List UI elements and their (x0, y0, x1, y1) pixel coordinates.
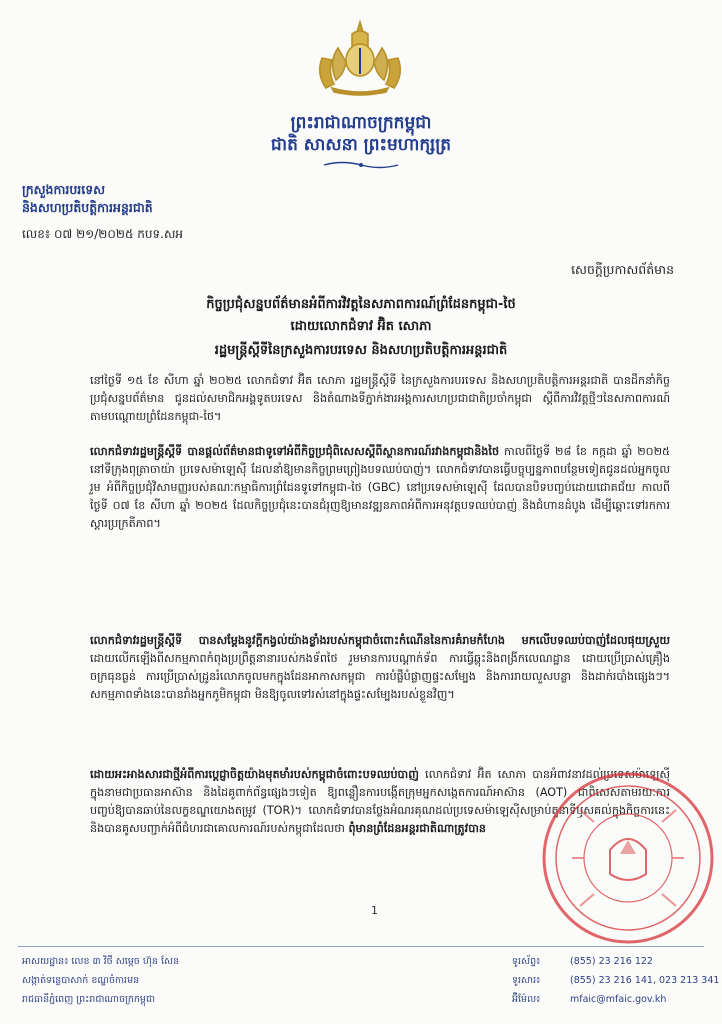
paragraph-2-lead: លោកជំទាវរដ្ឋមន្ត្រីស្តីទី បានផ្តល់ព័ត៌មានជាទូទៅអំពីកិច្ចប្រជុំពិសេសស្តីពីស្ថានការណ៍រវាងកម្ពុជានិងថៃ (90, 445, 500, 458)
paragraph-3 (90, 632, 670, 704)
document-title-line2: ដោយលោកជំទាវ អ៊ិត សោភា (290, 319, 432, 334)
footer-address-line2: សង្កាត់ទន្លេបាសាក់ ខណ្ឌចំការមន (22, 975, 140, 986)
press-release-label: សេចក្តីប្រកាសព័ត៌មាន (571, 262, 674, 277)
paragraph-1: នៅថ្ងៃទី ១៥ ខែ សីហា ឆ្នាំ ២០២៥ លោកជំទាវ អ៊ិត សោភា រដ្ឋមន្ត្រីស្តីទី នៃក្រសួងការបរទេស និងសហប្រតិបត្តិការអន្តរជាតិ បានដឹកនាំកិច្ចប្រជុំសន្នបព័ត៌មាន ជូនដល់សមាជិកអង្គទូតបរទេស និងតំណាងទីភ្នាក់ងារអង្គការសហប្រជាជាតិប្រចាំកម្ពុជា ស្តីពីការវិវត្តថ្មីៗនៃសភាពការណ៍ តាមបណ្តោយព្រំដែនកម្ពុជា-ថៃ។ (90, 374, 670, 423)
kingdom-heading: ព្រះរាជាណាចក្រកម្ពុជា (290, 113, 432, 133)
ministry-seal-icon (540, 770, 716, 946)
footer-address-line1: អាសយដ្ឋាន៖ លេខ ៣ វិថី សម្តេច ហ៊ុន សែន (22, 956, 180, 967)
telephone-value: (855) 23 216 122 (570, 956, 653, 967)
footer-divider (18, 946, 704, 947)
paragraph-3-lead: លោកជំទាវរដ្ឋមន្ត្រីស្តីទី បានសម្តែងនូវក្តីកង្វល់យ៉ាងខ្លាំងរបស់កម្ពុជាចំពោះកំណើននៃការគំរាមកំហែង មកលើបទឈប់បាញ់ដែលផុយស្រួយ (90, 634, 670, 647)
paragraph-4-tail: ពុំមានព្រំដែនអន្តរជាតិណាត្រូវបាន (348, 822, 486, 835)
national-motto: ជាតិ សាសនា ព្រះមហាក្សត្រ (270, 135, 452, 155)
paragraph-2-body: កាលពីថ្ងៃទី ២៨ ខែ កក្កដា ឆ្នាំ ២០២៥ នៅទីក្រុងពុត្រាចាយ៉ា ប្រទេសម៉ាឡេស៊ី ដែលនាំឱ្យមានកិច្ចព្រមព្រៀងបទឈប់បាញ់។ លោកជំទាវបានធ្វើបច្ចុប្បន្នភាពបន្ថែមទៀតជូនដល់អ្នកចូលរួម អំពីកិច្ចប្រជុំវិសាមញ្ញរបស់គណៈកម្មាធិការព្រំដែនទូទៅកម្ពុជា-ថៃ (GBC) នៅប្រទេសម៉ាឡេស៊ី ដែលបានបិទបញ្ចប់ដោយជោគជ័យ កាលពីថ្ងៃទី ០៧ ខែ សីហា ឆ្នាំ ២០២៥ ដែលកិច្ចប្រជុំនេះបានជំរុញឱ្យមានវឌ្ឍនភាពអំពីការអនុវត្តបទឈប់បាញ់ និងជំហានដំបូង ដើម្បីឆ្ពោះទៅរកការស្តារប្រក្រតីភាព។ (90, 445, 670, 530)
paragraph-2 (90, 443, 670, 533)
document-title-line1: កិច្ចប្រជុំសន្នបព័ត៌មានអំពីការវិវត្តនៃសភាពការណ៍ព្រំដែនកម្ពុជា-ថៃ (206, 297, 516, 312)
email-value[interactable]: mfaic@mfaic.gov.kh (570, 994, 667, 1005)
ministry-name-line2: និងសហប្រតិបត្តិការអន្តរជាតិ (22, 200, 153, 215)
paragraph-4-body: លោកជំទាវ អ៊ិត សោភា បានអំពាវនាវដល់ប្រទេសម៉ាឡេស៊ីក្នុងនាមជាប្រធានអាស៊ាន និងដៃគូពាក់ព័ន្ធផ្សេងៗទៀត ឱ្យពន្លឿនការបង្កើតក្រុមអ្នកសង្កេតការណ៍អាស៊ាន (AOT) ជាពិសេសតាមរយៈការបញ្ចប់ឱ្យបានឆាប់នៃលក្ខខណ្ឌយោងតម្រូវ (TOR)។ លោកជំទាវបានថ្លែងអំណរគុណដល់ប្រទេសម៉ាឡេស៊ីសម្រាប់តួនាទីឫសគល់ក្នុងកិច្ចការនេះ និងបានគូសបញ្ជាក់អំពីជំហរជាគោលការណ៍របស់កម្ពុជាដែលថា (90, 768, 670, 835)
footer-address-line3: រាជធានីភ្នំពេញ ព្រះរាជាណាចក្រកម្ពុជា (22, 994, 155, 1005)
fax-value: (855) 23 216 141, 023 213 341 (570, 975, 720, 986)
page-number: 1 (371, 904, 378, 917)
footer-fax (512, 974, 719, 988)
paragraph-4-lead: ដោយអះអាងសារជាថ្មីអំពីការប្តេជ្ញាចិត្តយ៉ាងមុតមាំរបស់កម្ពុជាចំពោះបទឈប់បាញ់ (90, 768, 419, 781)
email-label: អ៊ីម៉ែល៖ (512, 994, 541, 1005)
ministry-name-line1: ក្រសួងការបរទេស (22, 182, 106, 197)
ornament-divider-icon (322, 160, 400, 170)
paragraph-3-body: ដោយលើកឡើងពីសកម្មភាពកំពុងប្រព្រឹត្តនានារបស់កងទ័ពថៃ រួមមានការបណ្តាក់ទ័ព ការធ្វើឆ្ពុះនិងពង្រីកលេណដ្ឋាន ដោយប្រើប្រាស់គ្រឿងចក្រធុនធ្ងន់ ការប្រើប្រាស់ដ្រូនរំលោភចូលមកក្នុងដែនអាកាសកម្ពុជា ការបំផ្លឹបំផ្លាញផ្ទះសម្បែង និងការរាយលួសបន្លា និងដាក់របាំងផ្សេងៗ។ សកម្មភាពទាំងនេះបានរាំងអ្នកភូមិកម្ពុជា មិនឱ្យចូលទៅរស់នៅក្នុងផ្ទះសម្បែងរបស់ខ្លួនវិញ។ (90, 652, 670, 701)
footer-telephone (512, 955, 653, 969)
document-title-line3: រដ្ឋមន្ត្រីស្តីទីនៃក្រសួងការបរទេស និងសហប្រតិបត្តិការអន្តរជាតិ (214, 343, 508, 358)
telephone-label: ទូរស័ព្ទ៖ (512, 956, 541, 967)
royal-emblem-icon (308, 18, 412, 96)
footer-email (512, 993, 666, 1007)
reference-number: លេខ៖ ០៧ ២១/២០២៥ កបទ.សអ (22, 227, 183, 241)
fax-label: ទូរសារ៖ (512, 975, 541, 986)
